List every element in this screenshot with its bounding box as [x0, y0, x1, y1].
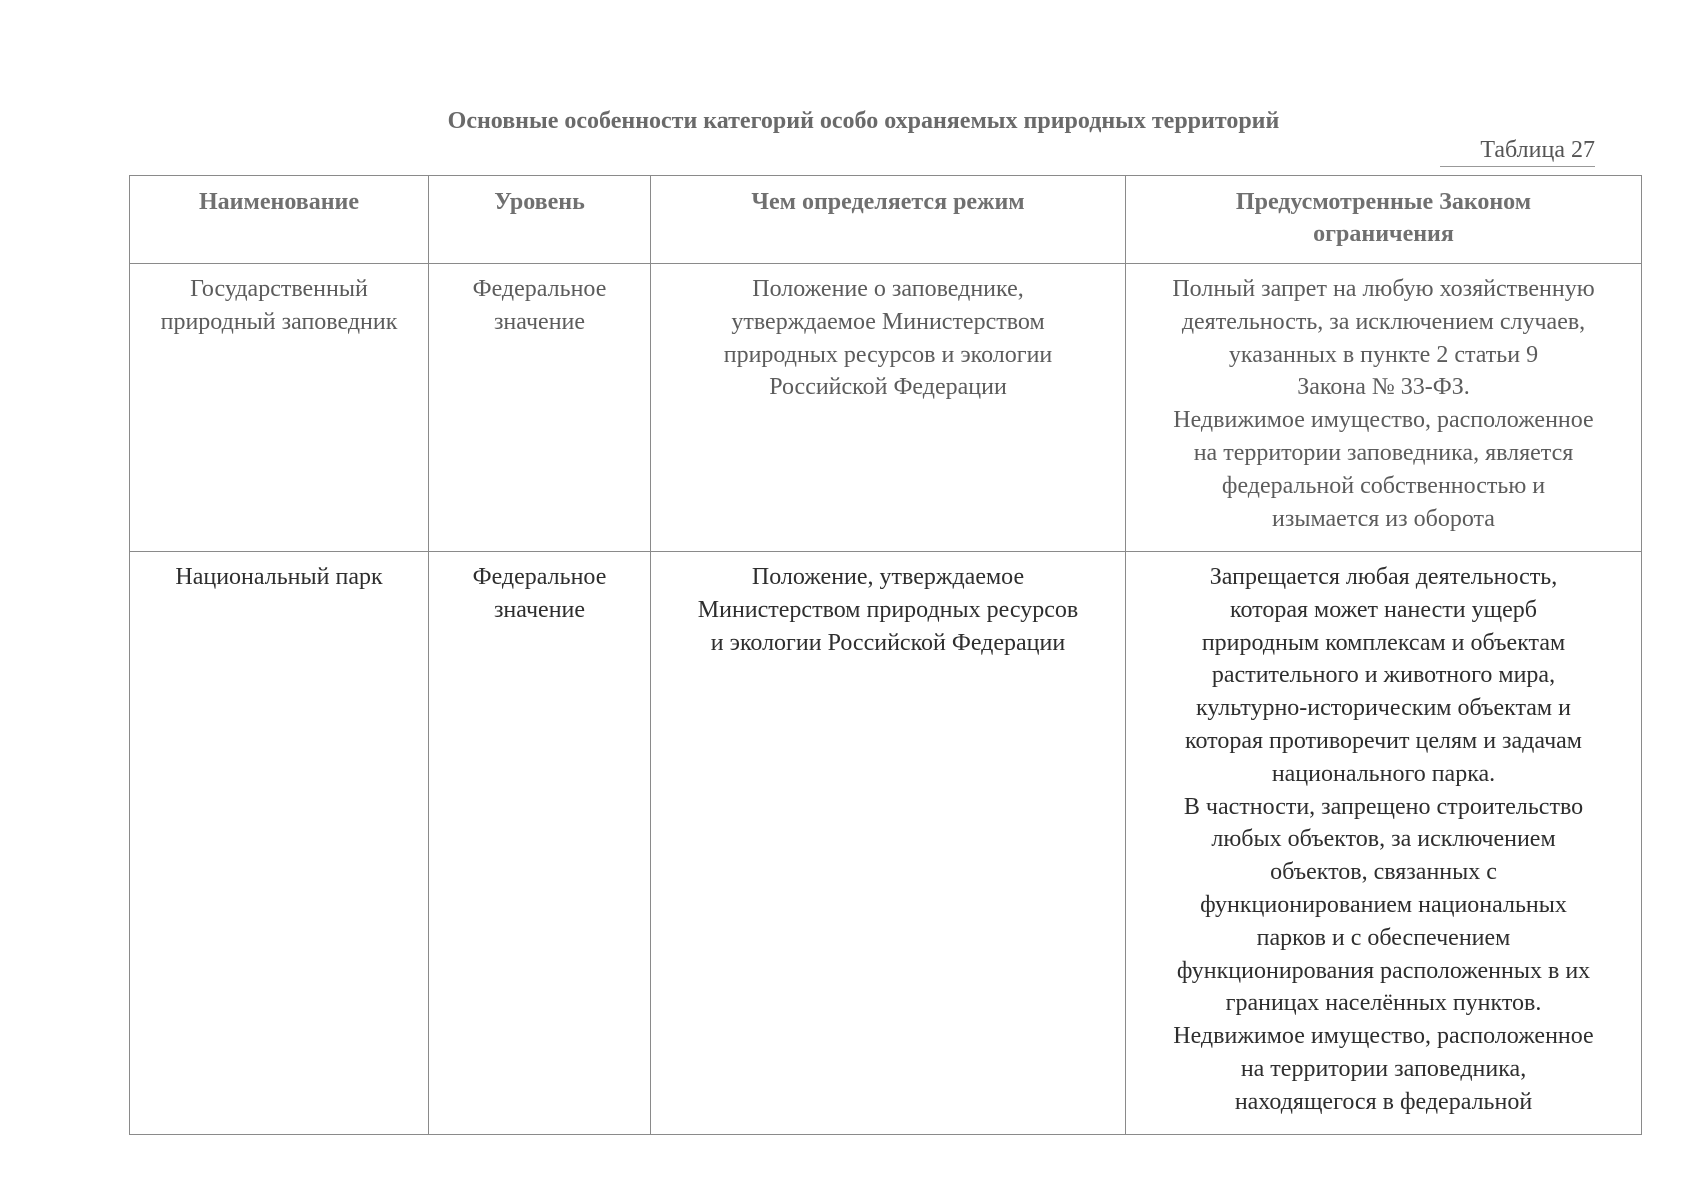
cell-line: утверждаемое Министерством: [731, 308, 1045, 335]
cell-line: деятельность, за исключением случаев,: [1181, 308, 1586, 335]
cell-line: природный заповедник: [160, 308, 398, 335]
cell-line: функционированием национальных: [1200, 891, 1567, 918]
cell-line: Национальный парк: [175, 564, 383, 590]
header-name-line: Наименование: [199, 189, 359, 215]
cell-line: Федеральное: [472, 564, 607, 590]
cell-line: Полный запрет на любую хозяйственную: [1172, 276, 1595, 302]
cell-line: национального парка.: [1271, 760, 1496, 787]
cell-line: Недвижимое имущество, расположенное: [1173, 1023, 1594, 1050]
cell-line: значение: [493, 308, 586, 335]
cell-line: объектов, связанных с: [1270, 859, 1497, 886]
cell-line: границах населённых пунктов.: [1225, 990, 1542, 1017]
header-name: [130, 176, 429, 264]
cell-line: Положение о заповеднике,: [752, 276, 1024, 302]
cell-line: любых объектов, за исключением: [1211, 826, 1556, 853]
cell-regime: [651, 552, 1126, 1135]
cell-regime: [651, 264, 1126, 552]
cell-line: природным комплексам и объектам: [1201, 629, 1566, 656]
cell-line: которая противоречит целям и задачам: [1185, 727, 1582, 754]
table-row: [130, 264, 1642, 552]
header-restrictions-line: ограничения: [1313, 221, 1454, 247]
cell-name: [130, 264, 429, 552]
cell-line: Закона № 33-ФЗ.: [1297, 374, 1470, 401]
cell-line: парков и с обеспечением: [1256, 924, 1511, 951]
cell-line: растительного и животного мира,: [1211, 662, 1556, 689]
table-row: [130, 552, 1642, 1135]
cell-line: которая может нанести ущерб: [1230, 596, 1537, 623]
cell-line: природных ресурсов и экологии: [723, 341, 1053, 368]
cell-line: Положение, утверждаемое: [751, 564, 1025, 590]
document-title: Основные особенности категорий особо охраняемых природных территорий: [447, 108, 1280, 134]
cell-line: указанных в пункте 2 статьи 9: [1228, 341, 1539, 368]
cell-line: Недвижимое имущество, расположенное: [1173, 407, 1594, 434]
cell-line: на территории заповедника,: [1240, 1055, 1527, 1082]
cell-line: находящегося в федеральной: [1234, 1088, 1533, 1115]
header-level-line: Уровень: [494, 189, 585, 215]
cell-name: [130, 552, 429, 1135]
header-regime: [651, 176, 1126, 264]
cell-line: значение: [493, 596, 586, 623]
table-number: Таблица 27: [1440, 137, 1595, 167]
cell-line: федеральной собственностью и: [1221, 472, 1546, 499]
cell-restrictions: [1126, 264, 1642, 552]
cell-restrictions: [1126, 552, 1642, 1135]
header-level: [429, 176, 651, 264]
cell-line: В частности, запрещено строительство: [1183, 793, 1584, 820]
header-restrictions: [1126, 176, 1642, 264]
cell-level: [429, 264, 651, 552]
cell-line: Государственный: [190, 276, 368, 302]
cell-line: Министерством природных ресурсов: [697, 596, 1079, 623]
cell-line: Федеральное: [472, 276, 607, 302]
cell-line: Запрещается любая деятельность,: [1209, 564, 1558, 590]
table-header-row: [130, 176, 1642, 264]
cell-level: [429, 552, 651, 1135]
cell-line: функционирования расположенных в их: [1176, 957, 1591, 984]
protected-areas-table: [129, 175, 1642, 1135]
cell-line: Российской Федерации: [769, 374, 1007, 401]
header-restrictions-line: Предусмотренные Законом: [1235, 189, 1532, 215]
header-regime-line: Чем определяется режим: [751, 189, 1025, 215]
cell-line: культурно-историческим объектам и: [1196, 695, 1571, 722]
cell-line: изымается из оборота: [1272, 505, 1495, 532]
cell-line: на территории заповедника, является: [1193, 439, 1574, 466]
cell-line: и экологии Российской Федерации: [710, 629, 1066, 656]
